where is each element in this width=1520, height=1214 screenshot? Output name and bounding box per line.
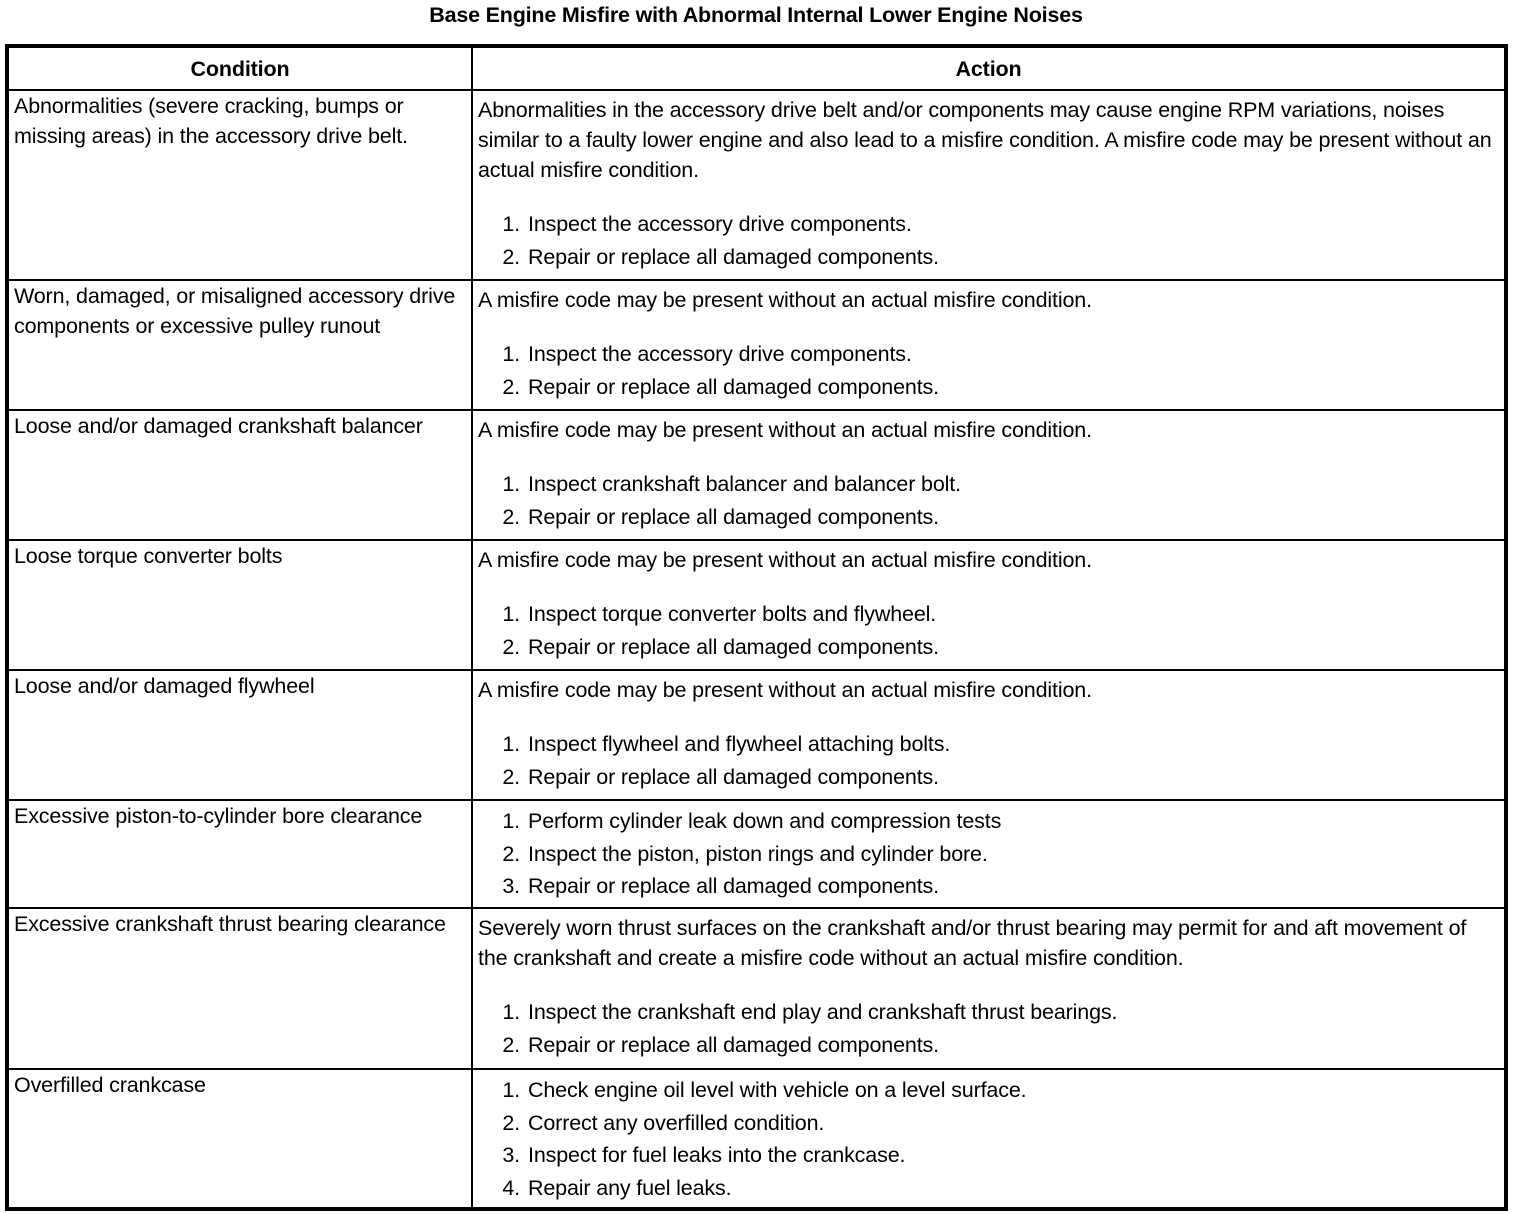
condition-header: Condition	[7, 46, 472, 90]
action-step	[478, 838, 1499, 871]
action-steps-list	[478, 338, 1499, 403]
step-text: Inspect crankshaft balancer and balancer bolt.	[528, 472, 961, 496]
table-row	[7, 908, 1506, 1069]
action-description: Abnormalities in the accessory drive belt and/or components may cause engine RPM variations, noises similar to a faulty lower engine and also lead to a misfire condition. A misfire code may be present without an actual misfire condition.	[478, 98, 1492, 182]
action-step	[478, 805, 1499, 838]
action-description: A misfire code may be present without an actual misfire condition.	[478, 288, 1092, 312]
table-row	[7, 540, 1506, 670]
step-number: 2.	[502, 634, 520, 659]
step-number: 4.	[502, 1175, 520, 1200]
step-number: 2.	[502, 1110, 520, 1135]
step-number: 1.	[502, 342, 520, 366]
table-row	[7, 90, 1506, 280]
step-text: Inspect torque converter bolts and flywheel.	[528, 602, 937, 626]
action-step	[478, 870, 1499, 903]
action-description: A misfire code may be present without an actual misfire condition.	[478, 678, 1092, 702]
step-number: 1.	[502, 732, 520, 756]
step-number: 1.	[502, 809, 520, 833]
action-cell	[472, 90, 1506, 280]
step-number: 1.	[502, 1078, 520, 1102]
step-number: 2.	[502, 1032, 520, 1057]
action-steps-list	[478, 805, 1499, 903]
condition-cell: Abnormalities (severe cracking, bumps or missing areas) in the accessory drive belt.	[7, 90, 472, 280]
action-step	[478, 208, 1499, 241]
document-title: Base Engine Misfire with Abnormal Internal Lower Engine Noises	[429, 3, 1083, 27]
action-step	[478, 1172, 1499, 1205]
step-text: Repair or replace all damaged components.	[528, 1032, 939, 1057]
step-text: Inspect the accessory drive components.	[528, 342, 912, 366]
action-cell	[472, 410, 1506, 540]
step-text: Inspect flywheel and flywheel attaching bolts.	[528, 732, 951, 756]
step-number: 1.	[502, 602, 520, 626]
action-step	[478, 598, 1499, 631]
condition-cell: Loose and/or damaged crankshaft balancer	[7, 410, 472, 540]
action-description: A misfire code may be present without an actual misfire condition.	[478, 548, 1092, 572]
step-number: 3.	[502, 1143, 520, 1167]
action-step	[478, 468, 1499, 501]
action-steps-list	[478, 996, 1499, 1061]
action-cell	[472, 1069, 1506, 1209]
action-steps-list	[478, 468, 1499, 533]
step-text: Repair or replace all damaged components.	[528, 874, 939, 898]
step-number: 1.	[502, 212, 520, 236]
action-step	[478, 1029, 1499, 1062]
step-number: 1.	[502, 472, 520, 496]
table-row	[7, 670, 1506, 800]
step-text: Repair or replace all damaged components.	[528, 374, 939, 399]
step-text: Repair any fuel leaks.	[528, 1175, 732, 1200]
step-text: Correct any overfilled condition.	[528, 1110, 825, 1135]
condition-cell: Loose and/or damaged flywheel	[7, 670, 472, 800]
step-text: Inspect the crankshaft end play and crankshaft thrust bearings.	[528, 1000, 1118, 1024]
step-number: 1.	[502, 1000, 520, 1024]
condition-cell: Excessive crankshaft thrust bearing clearance	[7, 908, 472, 1069]
step-text: Repair or replace all damaged components.	[528, 634, 939, 659]
action-description: A misfire code may be present without an actual misfire condition.	[478, 418, 1092, 442]
misfire-diagnosis-table	[5, 44, 1508, 1211]
step-text: Check engine oil level with vehicle on a level surface.	[528, 1078, 1027, 1102]
action-cell	[472, 540, 1506, 670]
step-number: 2.	[502, 504, 520, 529]
action-step	[478, 728, 1499, 761]
header-row	[7, 46, 1506, 90]
action-step	[478, 1074, 1499, 1107]
action-steps-list	[478, 598, 1499, 663]
action-cell	[472, 280, 1506, 410]
table-row	[7, 1069, 1506, 1209]
action-step	[478, 631, 1499, 664]
action-step	[478, 338, 1499, 371]
step-text: Repair or replace all damaged components.	[528, 504, 939, 529]
action-header: Action	[472, 46, 1506, 90]
action-step	[478, 1139, 1499, 1172]
action-step	[478, 761, 1499, 794]
action-steps-list	[478, 208, 1499, 273]
action-step	[478, 996, 1499, 1029]
step-number: 2.	[502, 244, 520, 269]
step-number: 2.	[502, 841, 520, 866]
action-step	[478, 501, 1499, 534]
table-row	[7, 800, 1506, 908]
action-cell	[472, 800, 1506, 908]
step-text: Repair or replace all damaged components.	[528, 764, 939, 789]
action-description: Severely worn thrust surfaces on the crankshaft and/or thrust bearing may permit for and aft movement of the crankshaft and create a misfire code without an actual misfire condition.	[478, 916, 1467, 970]
action-step	[478, 371, 1499, 404]
action-step	[478, 1107, 1499, 1140]
table-row	[7, 410, 1506, 540]
step-text: Inspect the accessory drive components.	[528, 212, 912, 236]
step-number: 2.	[502, 764, 520, 789]
condition-cell: Excessive piston-to-cylinder bore clearance	[7, 800, 472, 908]
step-text: Inspect the piston, piston rings and cylinder bore.	[528, 841, 988, 866]
step-text: Perform cylinder leak down and compression tests	[528, 809, 1002, 833]
table-row	[7, 280, 1506, 410]
action-steps-list	[478, 1074, 1499, 1204]
action-cell	[472, 670, 1506, 800]
action-step	[478, 241, 1499, 274]
condition-cell: Overfilled crankcase	[7, 1069, 472, 1209]
condition-cell: Worn, damaged, or misaligned accessory drive components or excessive pulley runout	[7, 280, 472, 410]
step-text: Inspect for fuel leaks into the crankcase.	[528, 1143, 906, 1167]
action-cell	[472, 908, 1506, 1069]
condition-cell: Loose torque converter bolts	[7, 540, 472, 670]
step-number: 3.	[502, 874, 520, 898]
step-number: 2.	[502, 374, 520, 399]
step-text: Repair or replace all damaged components.	[528, 244, 939, 269]
action-steps-list	[478, 728, 1499, 793]
